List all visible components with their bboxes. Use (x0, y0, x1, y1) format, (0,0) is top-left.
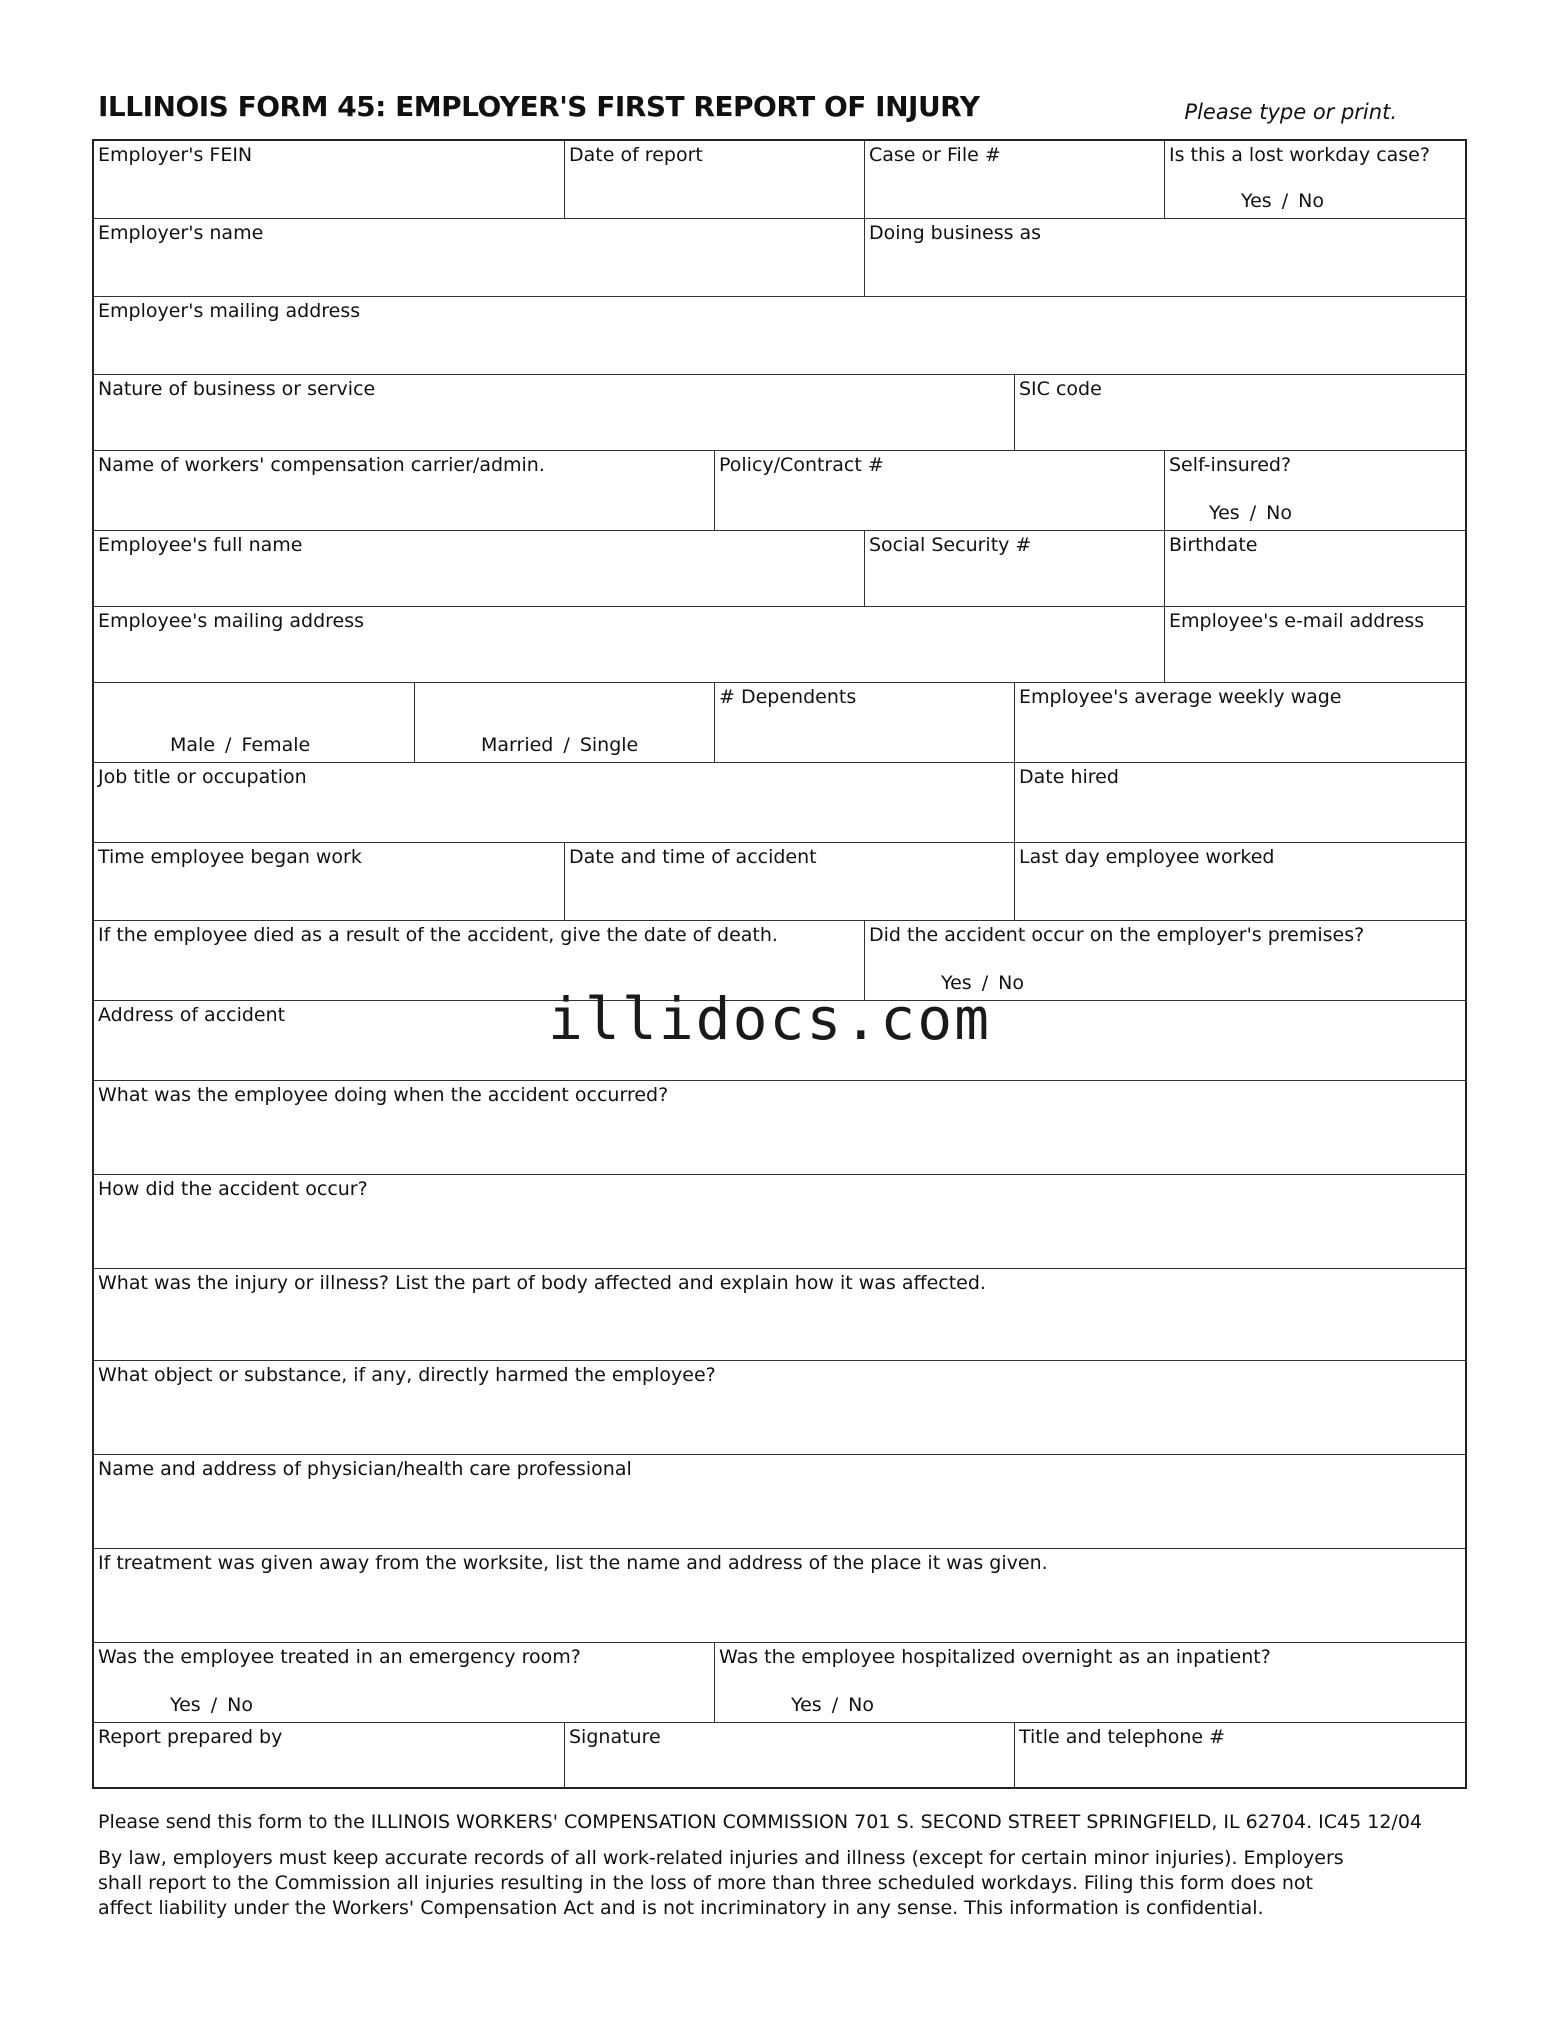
on-premises-options[interactable]: Yes / No (941, 972, 1024, 994)
treatment-place-label: If treatment was given away from the worksite, list the name and address of the place it was given. (98, 1552, 1048, 1574)
row-injury (94, 1269, 1465, 1361)
accident-datetime-label: Date and time of accident (569, 846, 817, 868)
birthdate-label: Birthdate (1169, 534, 1258, 556)
treatment-place-field[interactable] (94, 1549, 1465, 1642)
physician-field[interactable] (94, 1455, 1465, 1548)
ssn-label: Social Security # (869, 534, 1032, 556)
accident-datetime-field[interactable] (564, 843, 1014, 920)
employee-email-label: Employee's e-mail address (1169, 610, 1425, 632)
emergency-room-label: Was the employee treated in an emergency room? (98, 1646, 581, 1668)
lost-workday-options[interactable]: Yes / No (1241, 190, 1324, 212)
time-began-field[interactable] (94, 843, 564, 920)
date-hired-field[interactable] (1014, 763, 1465, 842)
prepared-by-field[interactable] (94, 1723, 564, 1789)
row-object (94, 1361, 1465, 1455)
hospitalized-label: Was the employee hospitalized overnight as an inpatient? (719, 1646, 1271, 1668)
instruction-note: Please type or print. (1184, 100, 1397, 124)
signature-label: Signature (569, 1726, 661, 1748)
employee-name-label: Employee's full name (98, 534, 303, 556)
dba-field[interactable] (864, 219, 1465, 296)
dependents-label: # Dependents (719, 686, 857, 708)
case-file-label: Case or File # (869, 144, 1001, 166)
row-employee-name (94, 531, 1465, 607)
on-premises-label: Did the accident occur on the employer's premises? (869, 924, 1365, 946)
hospitalized-field[interactable] (714, 1643, 1465, 1722)
prepared-by-label: Report prepared by (98, 1726, 283, 1748)
injury-label: What was the injury or illness? List the part of body affected and explain how it was affected. (98, 1272, 986, 1294)
nature-business-label: Nature of business or service (98, 378, 376, 400)
row-signoff (94, 1723, 1465, 1789)
emergency-room-options[interactable]: Yes / No (170, 1694, 253, 1716)
case-file-field[interactable] (864, 141, 1164, 218)
weekly-wage-field[interactable] (1014, 683, 1465, 762)
marital-options[interactable]: Married / Single (481, 734, 639, 756)
sic-code-field[interactable] (1014, 375, 1465, 450)
footer-law-line-3: affect liability under the Workers' Compensation Act and is not incriminatory in any sense. This information is confidential. (98, 1897, 1264, 1919)
emergency-room-field[interactable] (94, 1643, 714, 1722)
self-insured-field[interactable] (1164, 451, 1465, 530)
lost-workday-label: Is this a lost workday case? (1169, 144, 1430, 166)
signature-field[interactable] (564, 1723, 1014, 1789)
employee-address-field[interactable] (94, 607, 1164, 682)
sic-code-label: SIC code (1019, 378, 1102, 400)
row-business (94, 375, 1465, 451)
row-employer-address (94, 297, 1465, 375)
object-label: What object or substance, if any, directly harmed the employee? (98, 1364, 716, 1386)
employee-address-label: Employee's mailing address (98, 610, 365, 632)
nature-business-field[interactable] (94, 375, 1014, 450)
employee-name-field[interactable] (94, 531, 864, 606)
weekly-wage-label: Employee's average weekly wage (1019, 686, 1342, 708)
date-of-report-field[interactable] (564, 141, 864, 218)
accident-address-label: Address of accident (98, 1004, 286, 1026)
injury-report-form (92, 139, 1467, 1789)
sex-field[interactable] (94, 683, 414, 762)
carrier-field[interactable] (94, 451, 714, 530)
birthdate-field[interactable] (1164, 531, 1465, 606)
employee-email-field[interactable] (1164, 607, 1465, 682)
employer-address-label: Employer's mailing address (98, 300, 361, 322)
hospitalized-options[interactable]: Yes / No (791, 1694, 874, 1716)
policy-field[interactable] (714, 451, 1164, 530)
time-began-label: Time employee began work (98, 846, 362, 868)
self-insured-label: Self-insured? (1169, 454, 1292, 476)
row-treatment (94, 1643, 1465, 1723)
injury-field[interactable] (94, 1269, 1465, 1360)
form-title: ILLINOIS FORM 45: EMPLOYER'S FIRST REPORT OF INJURY (98, 90, 980, 123)
employee-doing-field[interactable] (94, 1081, 1465, 1174)
employer-name-label: Employer's name (98, 222, 264, 244)
sex-options[interactable]: Male / Female (170, 734, 311, 756)
object-field[interactable] (94, 1361, 1465, 1454)
fein-label: Employer's FEIN (98, 144, 253, 166)
employer-address-field[interactable] (94, 297, 1465, 374)
row-job (94, 763, 1465, 843)
title-phone-label: Title and telephone # (1019, 1726, 1226, 1748)
lost-workday-field[interactable] (1164, 141, 1465, 218)
date-hired-label: Date hired (1019, 766, 1119, 788)
physician-label: Name and address of physician/health care professional (98, 1458, 632, 1480)
row-employer-ids (94, 141, 1465, 219)
row-employee-doing (94, 1081, 1465, 1175)
job-title-field[interactable] (94, 763, 1014, 842)
self-insured-options[interactable]: Yes / No (1209, 502, 1292, 524)
row-treatment-place (94, 1549, 1465, 1643)
how-occurred-field[interactable] (94, 1175, 1465, 1268)
row-how-occurred (94, 1175, 1465, 1269)
dependents-field[interactable] (714, 683, 1014, 762)
ssn-field[interactable] (864, 531, 1164, 606)
row-physician (94, 1455, 1465, 1549)
last-day-label: Last day employee worked (1019, 846, 1275, 868)
policy-label: Policy/Contract # (719, 454, 884, 476)
fein-field[interactable] (94, 141, 564, 218)
footer-law-line-1: By law, employers must keep accurate records of all work-related injuries and illness (except for certain minor injuries). Employers (98, 1847, 1344, 1869)
row-carrier (94, 451, 1465, 531)
footer-send-line: Please send this form to the ILLINOIS WORKERS' COMPENSATION COMMISSION 701 S. SECOND STREET SPRINGFIELD, IL 62704. IC45 12/04 (98, 1811, 1422, 1833)
row-personal (94, 683, 1465, 763)
carrier-label: Name of workers' compensation carrier/admin. (98, 454, 545, 476)
date-of-report-label: Date of report (569, 144, 703, 166)
job-title-label: Job title or occupation (98, 766, 307, 788)
how-occurred-label: How did the accident occur? (98, 1178, 368, 1200)
dba-label: Doing business as (869, 222, 1042, 244)
marital-field[interactable] (414, 683, 714, 762)
title-phone-field[interactable] (1014, 1723, 1465, 1789)
row-employer-name (94, 219, 1465, 297)
footer-law-line-2: shall report to the Commission all injuries resulting in the loss of more than three scheduled workdays. Filing this form does not (98, 1872, 1313, 1894)
watermark: illidocs.com (548, 985, 992, 1053)
row-employee-address (94, 607, 1465, 683)
last-day-field[interactable] (1014, 843, 1465, 920)
employer-name-field[interactable] (94, 219, 864, 296)
row-times (94, 843, 1465, 921)
date-of-death-label: If the employee died as a result of the accident, give the date of death. (98, 924, 778, 946)
employee-doing-label: What was the employee doing when the accident occurred? (98, 1084, 669, 1106)
